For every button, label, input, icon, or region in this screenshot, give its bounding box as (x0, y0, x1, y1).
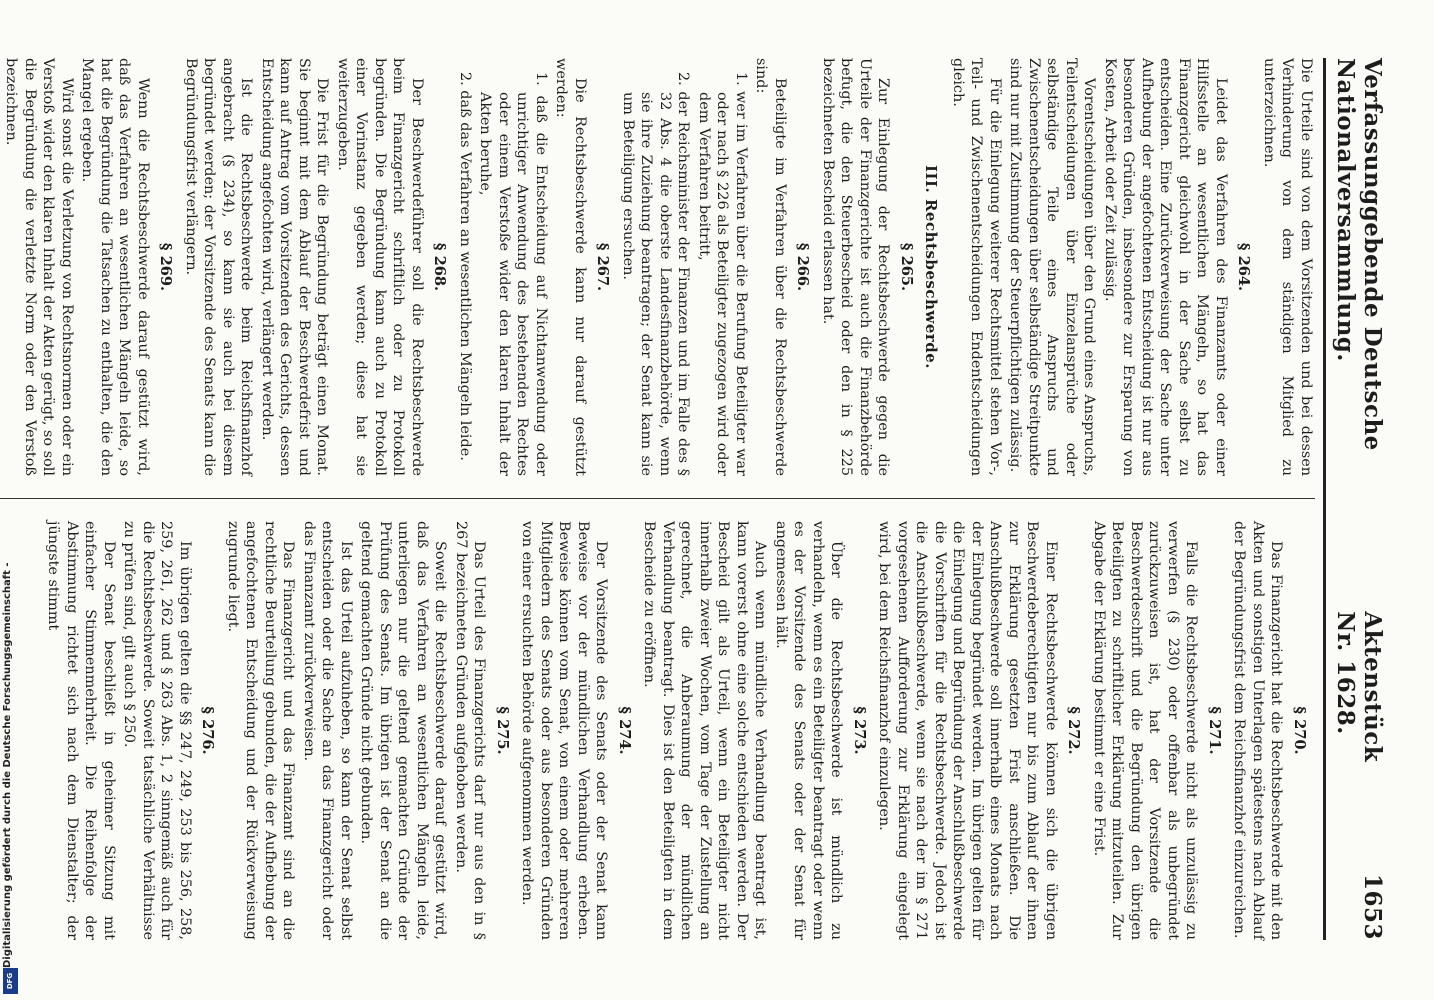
chapter-heading: III. Rechtsbeschwerde. (922, 164, 941, 370)
section-heading: § 273. (851, 706, 868, 755)
paragraph: Für die Einlegung weiterer Rechtsmittel stehen Vor-, Teil- und Zwischenentscheidungen Endentscheidungen gleich. (950, 58, 1003, 476)
list-item: 1. wer im Verfahren über die Berufung Beteiligter war oder nach § 226 als Beteiligter zugezogen wird oder dem Verfahren beitritt, (696, 72, 749, 476)
paragraph: Im übrigen gelten die §§ 247, 249, 253 bis 256, 258, 259, 261, 262 und § 263 Abs. 1, 2 sinngemäß auch für die Rechtsbeschwerde. Soweit tatsächliche Verhältnisse zu prüfen sind, gilt auch § 250. (121, 521, 193, 940)
section-heading: § 266. (794, 242, 812, 292)
paragraph: Der Senat beschließt in geheimer Sitzung mit einfacher Stimmenmehrheit. Die Reihenfolge der Abstimmung richtet sich nach dem Dienstalter; der jüngste stimmt (45, 521, 117, 940)
section-heading: § 267. (594, 242, 612, 292)
section-heading: § 265. (898, 242, 915, 292)
dfg-logo: DFG (3, 968, 18, 994)
paragraph: Soweit die Rechtsbeschwerde darauf gestützt wird, daß das Verfahren an wesentlichen Mängeln leide, unterliegen nur die geltend gemachten Gründe der Prüfung des Senats. Im übrigen ist der Senat an die geltend gemachten Gründe nicht gebunden. (358, 521, 449, 940)
paragraph: Der Beschwerdeführer soll die Rechtsbeschwerde beim Finanzgericht schriftlich oder zu Protokoll begründen. Die Begründung kann auch zu Protokoll einer Vorinstanz gegeben werden; diese hat sie weiterzugeben. (335, 58, 425, 476)
list-item: 1. daß die Entscheidung auf Nichtanwendung oder unrichtiger Anwendung des bestehenden Rechtes oder einem Verstoße wider den klaren Inhalt der Akten beruhe, (477, 72, 549, 476)
page-number: 1653 (1359, 873, 1386, 940)
list-item: 2. daß das Verfahren an wesentlichen Mängeln leide. (457, 72, 473, 461)
page-header (1323, 58, 1386, 940)
section-heading: § 264. (1235, 242, 1253, 292)
paragraph: Die Urteile sind von dem Vorsitzenden und bei dessen Verhinderung von dem ständigen Mitglied zu unterzeichnen. (1261, 58, 1314, 476)
digitization-credit: Digitalisierung gefördert durch die Deutsche Forschungsgemeinschaft - (2, 562, 13, 968)
left-column (0, 58, 1315, 499)
section-heading: § 276. (199, 706, 217, 755)
paragraph: Leidet das Verfahren des Finanzamts oder einer Hilfsstelle an wesentlichen Mängeln, so hat das Finanzgericht gleichwohl in der Sache selbst zu entscheiden. Eine Zurückverweisung der Sache unter Aufhebung der angefochtenen Entscheidung ist nur aus besonderen Gründen, insbesondere zur Ersparung von Kosten, Arbeit oder Zeit zulässig. (1102, 58, 1229, 476)
section-heading: § 270. (1291, 706, 1308, 755)
paragraph: Das Finanzgericht und das Finanzamt sind an die rechtliche Beurteilung gebunden, die der Aufhebung der angefochtenen Entscheidung und der Rückverweisung zugrunde liegt. (225, 521, 297, 940)
text-columns (0, 58, 1315, 940)
paragraph: Wenn die Rechtsbeschwerde darauf gestützt wird, daß das Verfahren an wesentlichen Mängeln leide, so hat die Begründung die Tatsachen zu enthalten, die den Mangel ergeben. (79, 58, 151, 476)
header-title: Verfassunggebende Deutsche Nationalversammlung. (1332, 58, 1386, 451)
paragraph: Beteiligte im Verfahren über die Rechtsbeschwerde sind: (753, 58, 788, 476)
paragraph: Ist die Rechtsbeschwerde beim Reichsfinanzhof angebracht (§ 234), so kann sie auch bei diesem begründet werden; der Vorsitzende des Senats kann die Begründungsfrist verlängern. (183, 58, 255, 476)
paragraph: Auch wenn mündliche Verhandlung beantragt ist, kann vorerst ohne eine solche entschieden werden. Der Bescheid gilt als Urteil, wenn ein Beteiligter nicht innerhalb zweier Wochen, vom Tage der Zustellung an gerechnet, die Anberaumung der mündlichen Verhandlung beantragt. Dies ist den Beteiligten in dem Bescheide zu eröffnen. (641, 521, 769, 940)
paragraph: Einer Rechtsbeschwerde können sich die übrigen Beschwerdeberechtigten nur bis zum Ablauf der ihnen zur Erklärung gesetzten Frist anschließen. Die Anschlußbeschwerde soll innerhalb eines Monats nach der Einlegung begründet werden. Im übrigen gelten für die Einlegung und Begründung der Anschlußbeschwerde die Vorschriften für die Rechtsbeschwerde. Jedoch ist die Anschlußbeschwerde, wenn sie nach der im § 271 vorgesehenen Aufforderung zur Erklärung eingelegt wird, bei dem Reichsfinanzhof einzulegen. (876, 521, 1059, 940)
section-heading: § 274. (616, 706, 633, 755)
paragraph: Ist das Urteil aufzuheben, so kann der Senat selbst entscheiden oder die Sache an das Finanzgericht oder das Finanzamt zurückverweisen. (301, 521, 354, 940)
header-aktenstueck: Aktenstück Nr. 1628. (1332, 611, 1386, 763)
paragraph: Vorentscheidungen über den Grund eines Anspruchs, Teilentscheidungen über Einzelansprüche oder selbständige Teile eines Anspruchs und Zwischenentscheidungen über selbständige Streitpunkte sind nur mit Zustimmung der Steuerpflichtigen zulässig. (1007, 58, 1098, 476)
paragraph: Das Urteil des Finanzgerichts darf nur aus den in § 267 bezeichneten Gründen aufgehoben werden. (453, 521, 488, 940)
paragraph: Die Frist für die Begründung beträgt einen Monat. Sie beginnt mit dem Ablauf der Beschwerdefrist und kann auf Antrag vom Vorsitzenden des Gerichts, dessen Entscheidung angefochten wird, verlängert werden. (259, 58, 331, 476)
paragraph: Über die Rechtsbeschwerde ist mündlich zu verhandeln, wenn es ein Beteiligter beantragt oder wenn es der Vorsitzende des Senats oder der Senat für angemessen hält. (773, 521, 845, 940)
paragraph: Wird sonst die Verletzung von Rechtsnormen oder ein Verstoß wider den klaren Inhalt der Akten gerügt, so soll die Begründung die verletzte Norm oder den Verstoß bezeichnen. (3, 58, 75, 476)
right-column (0, 499, 1315, 940)
paragraph: Zur Einlegung der Rechtsbeschwerde gegen die Urteile der Finanzgerichte ist auch die Finanzbehörde befugt, die den Steuerbescheid oder den in § 225 bezeichneten Bescheid erlassen hat. (820, 58, 892, 476)
section-heading: § 272. (1065, 706, 1083, 755)
section-heading: § 268. (431, 242, 449, 292)
section-heading: § 271. (1206, 706, 1223, 755)
paragraph: Die Rechtsbeschwerde kann nur darauf gestützt werden: (553, 58, 588, 476)
list-item: 2. der Reichsminister der Finanzen und im Falle des § 32 Abs. 4 die oberste Landesfinanzbehörde, wenn sie ihre Zuziehung beantragen; der Senat kann sie um Beteiligung ersuchen. (620, 72, 692, 476)
paragraph: Der Vorsitzende des Senats oder der Senat kann Beweise vor der mündlichen Verhandlung erheben. Beweise können vom Senat, von einem oder mehreren Mitgliedern des Senats oder aus besonderen Gründen von einer ersuchten Behörde aufgenommen werden. (519, 521, 610, 940)
section-heading: § 269. (157, 242, 175, 292)
paragraph: Das Finanzgericht hat die Rechtsbeschwerde mit den Akten und sonstigen Unterlagen spätestens nach Ablauf der Begründungsfrist dem Reichsfinanzhof einzureichen. (1231, 521, 1285, 940)
section-heading: § 275. (494, 706, 511, 755)
paragraph: Falls die Rechtsbeschwerde nicht als unzulässig zu verwerfen (§ 230) oder offenbar als unbegründet zurückzuweisen ist, hat der Vorsitzende die Beschwerdeschrift und die Begründung den übrigen Beteiligten zu schriftlicher Erklärung mitzuteilen. Zur Abgabe der Erklärung bestimmt er eine Frist. (1091, 521, 1200, 940)
